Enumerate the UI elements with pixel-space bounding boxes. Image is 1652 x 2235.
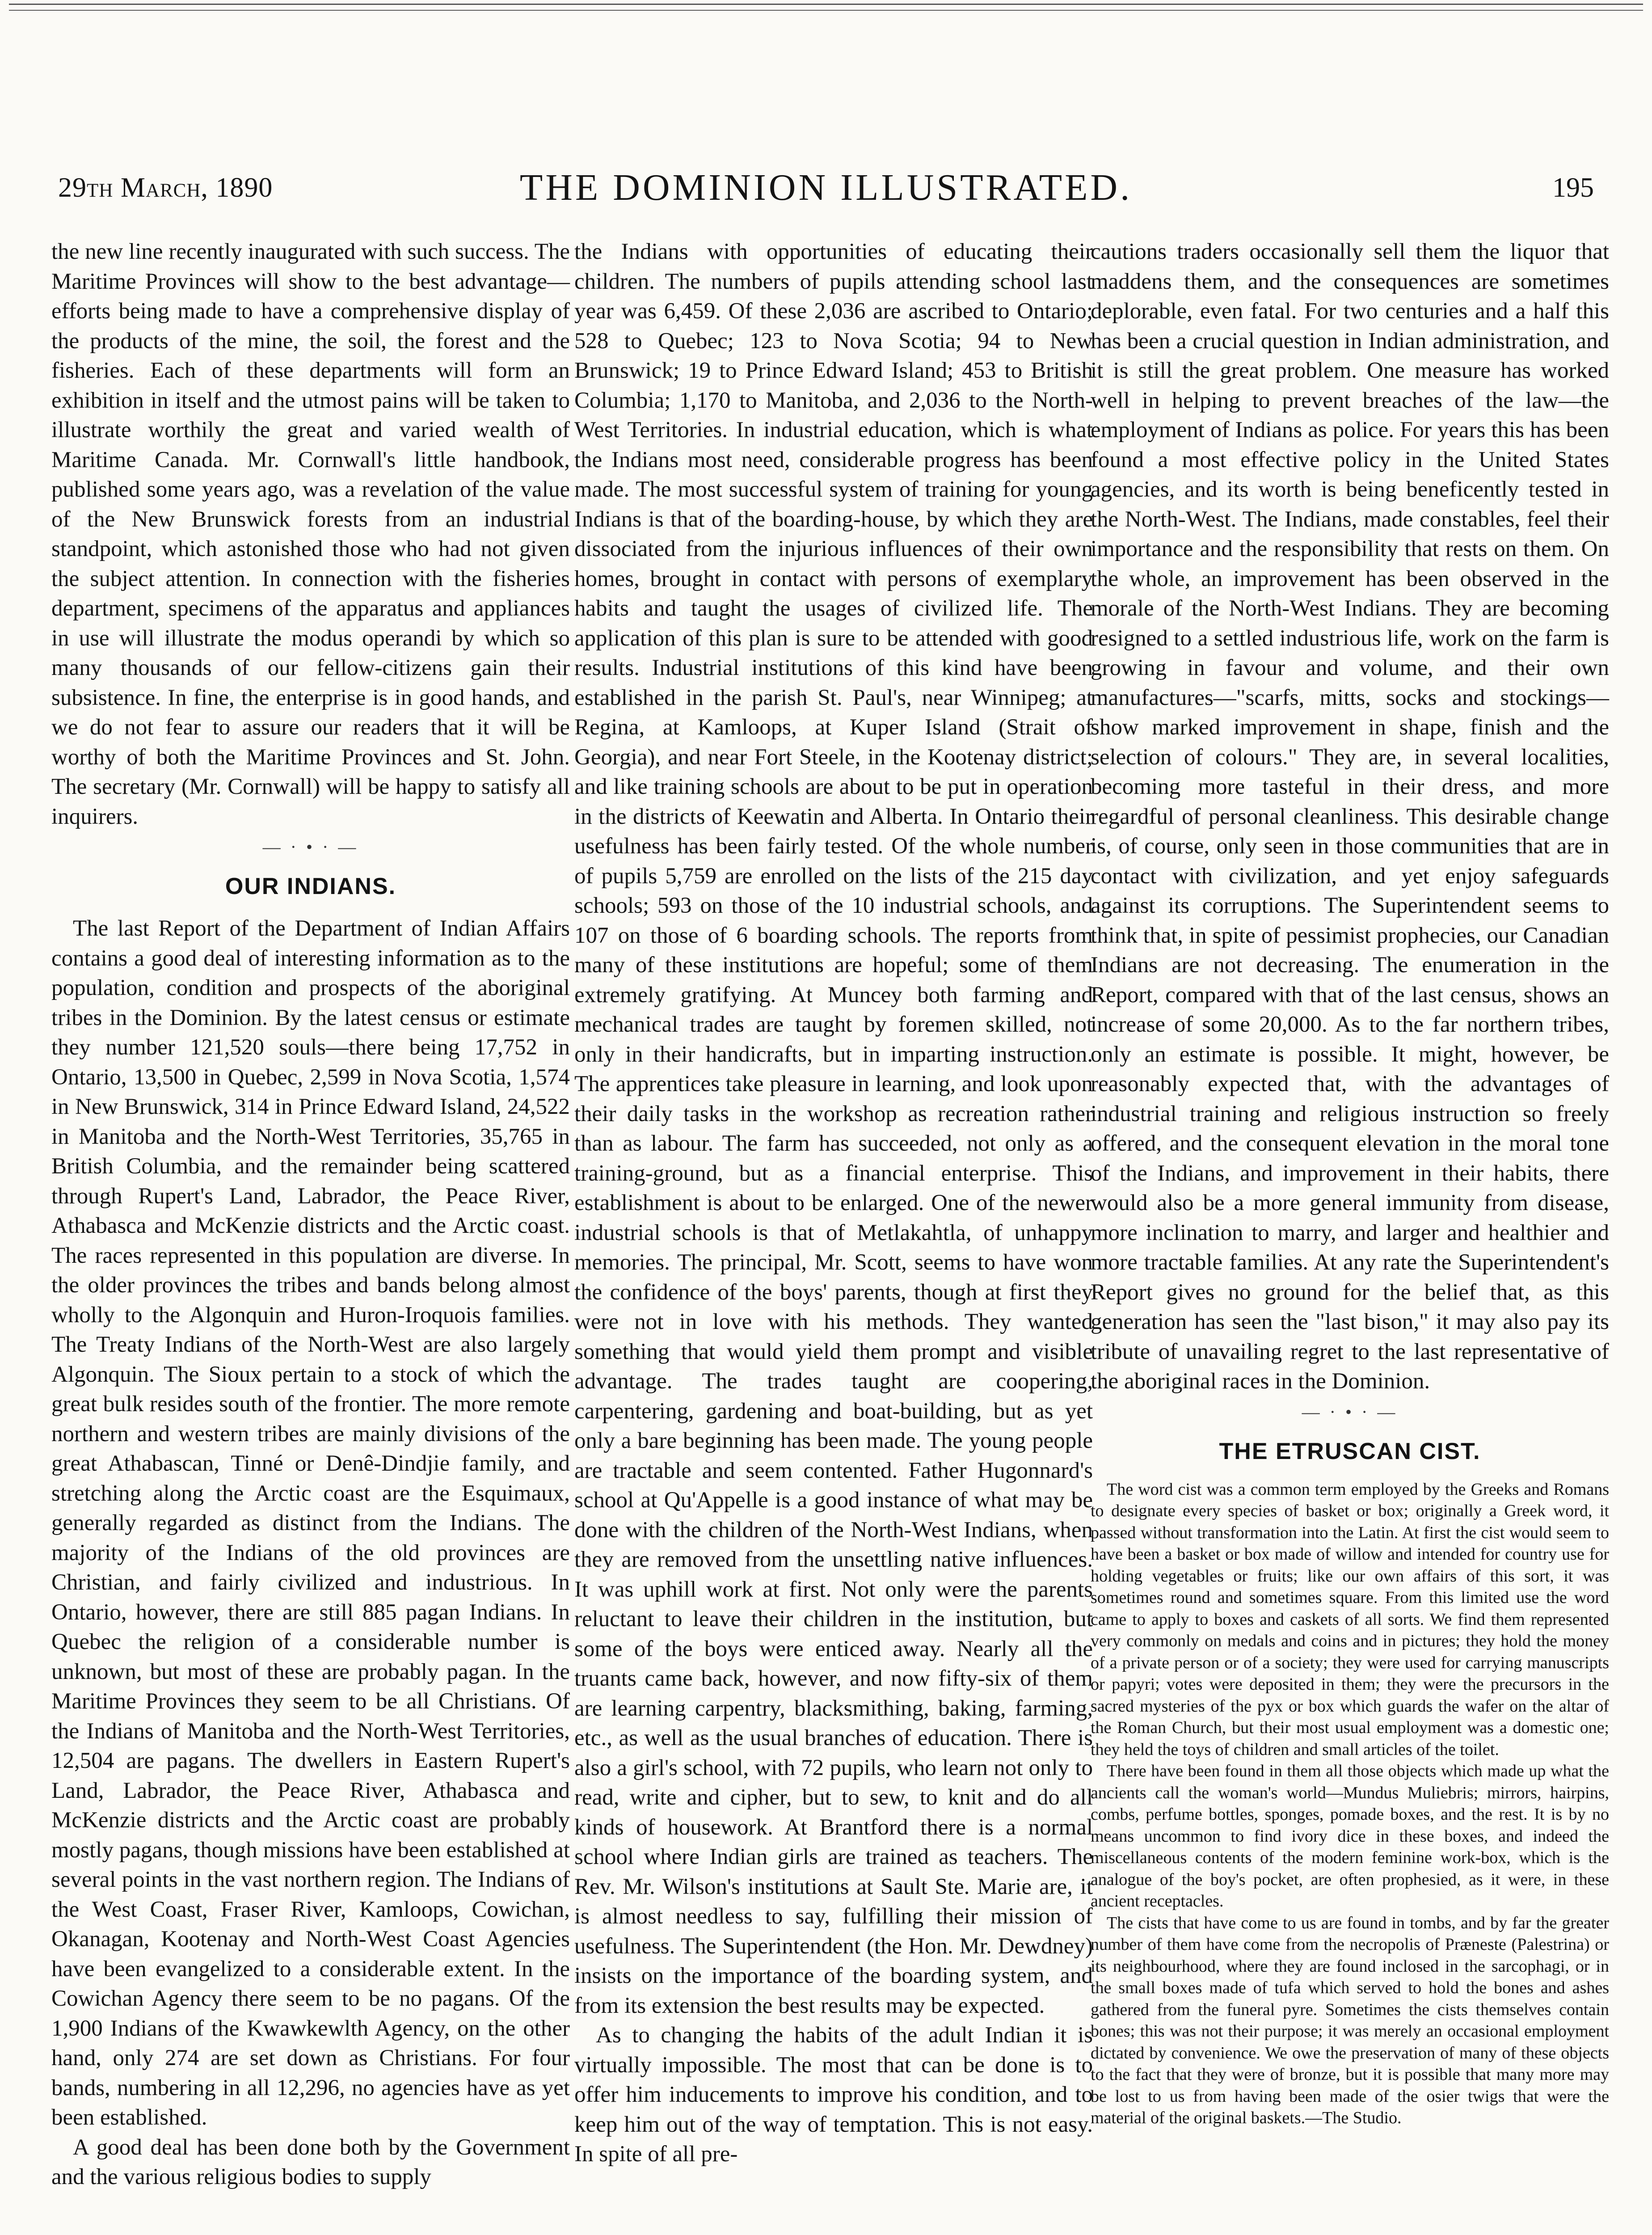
article-paragraph: the Indians with opportunities of educating their children. The numbers of pupils attending school last year was 6,459. Of these 2,036 are ascribed to Ontario; 528 to Quebec; 123 to Nova Scotia; 94 to New Brunswick; 19 to Prince Edward Island; 453 to British Columbia; 1,170 to Manitoba, and 2,036 to the North-West Territories. In industrial education, which is what the Indians most need, considerable progress has been made. The most successful system of training for young Indians is that of the boarding-house, by which they are dissociated from the injurious influences of their own homes, brought in contact with persons of exemplary habits and taught the usages of civilized life. The application of this plan is sure to be attended with good results. Industrial institutions of this kind have been established in the parish St. Paul's, near Winnipeg; at Regina, at Kamloops, at Kuper Island (Strait of Georgia), and near Fort Steele, in the Kootenay district; and like training schools are about to be put in operation in the districts of Keewatin and Alberta. In Ontario their usefulness has been fairly tested. Of the whole number of pupils 5,759 are enrolled on the lists of the 215 day schools; 593 on those of the 10 industrial schools, and 107 on those of 6 boarding schools. The reports from many of these institutions are hopeful; some of them extremely gratifying. At Muncey both farming and mechanical trades are taught by foremen skilled, not only in their handicrafts, but in imparting instruction. The apprentices take pleasure in learning, and look upon their daily tasks in the workshop as recreation rather than as labour. The farm has succeeded, not only as a training-ground, but as a financial enterprise. This establishment is about to be enlarged. One of the newer industrial schools is that of Metlakahtla, of unhappy memories. The principal, Mr. Scott, seems to have won the confidence of the boys' parents, though at first they were not in love with his methods. They wanted something that would yield them prompt and visible advantage. The trades taught are coopering, carpentering, gardening and boat-building, but as yet only a bare beginning has been made. The young people are tractable and seem contented. Father Hugonnard's school at Qu'Appelle is a good instance of what may be done with the children of the North-West Indians, when they are removed from the unsettling native influences. It was uphill work at first. Not only were the parents reluctant to leave their children in the institution, but some of the boys were enticed away. Nearly all the truants came back, however, and now fifty-six of them are learning carpentry, blacksmithing, baking, farming, etc., as well as the usual branches of education. There is also a girl's school, with 72 pupils, who learn not only to read, write and cipher, but to sew, to knit and do all kinds of housework. At Brantford there is a normal school where Indian girls are trained as teachers. The Rev. Mr. Wilson's institutions at Sault Ste. Marie are, it is almost needless to say, fulfilling their mission of usefulness. The Superintendent (the Hon. Mr. Dewdney) insists on the importance of the boarding system, and from its extension the best results may be expected. xyxy=(574,239,1093,2018)
exhibition-paragraph: the new line recently inaugurated with such success. The Maritime Provinces will show to the best advantage—efforts being made to have a comprehensive display of the products of the mine, the soil, the forest and the fisheries. Each of these departments will form an exhibition in itself and the utmost pains will be taken to illustrate worthily the great and varied wealth of Maritime Canada. Mr. Cornwall's little handbook, published some years ago, was a revelation of the value of the New Brunswick forests from an industrial standpoint, which astonished those who had not given the subject attention. In connection with the fisheries department, specimens of the apparatus and appliances in use will illustrate the modus operandi by which so many thousands of our fellow-citizens gain their subsistence. In fine, the enterprise is in good hands, and we do not fear to assure our readers that it will be worthy of both the Maritime Provinces and St. John. The secretary (Mr. Cornwall) will be happy to satisfy all inquirers. xyxy=(51,239,570,829)
etruscan-cist-article xyxy=(1091,1479,1609,2129)
section-heading-etruscan-cist: THE ETRUSCAN CIST. xyxy=(1219,1438,1481,1464)
section-heading-our-indians: OUR INDIANS. xyxy=(225,873,396,899)
column-2 xyxy=(574,237,1093,2169)
column-1 xyxy=(51,237,570,2192)
issue-date: 29th March, 1890 xyxy=(58,173,273,203)
masthead-title: THE DOMINION ILLUSTRATED. xyxy=(519,167,1133,208)
column-3 xyxy=(1091,237,1609,2129)
article-paragraph: The last Report of the Department of Indian Affairs contains a good deal of interesting information as to the population, condition and prospects of the aboriginal tribes in the Dominion. By the latest census or estimate they number 121,520 souls—there being 17,752 in Ontario, 13,500 in Quebec, 2,599 in Nova Scotia, 1,574 in New Brunswick, 314 in Prince Edward Island, 24,522 in Manitoba and the North-West Territories, 35,765 in British Columbia, and the remainder being scattered through Rupert's Land, Labrador, the Peace River, Athabasca and McKenzie districts and the Arctic coast. The races represented in this population are diverse. In the older provinces the tribes and bands belong almost wholly to the Algonquin and Huron-Iroquois families. The Treaty Indians of the North-West are also largely Algonquin. The Sioux pertain to a stock of which the great bulk resides south of the frontier. The more remote northern and western tribes are mainly divisions of the great Athabascan, Tinné or Denê-Dindjie family, and stretching along the Arctic coast are the Esquimaux, generally regarded as distinct from the Indians. The majority of the Indians of the old provinces are Christian, and fairly civilized and industrious. In Ontario, however, there are still 885 pagan Indians. In Quebec the religion of a considerable number is unknown, but most of these are probably pagan. In the Maritime Provinces they seem to be all Christians. Of the Indians of Manitoba and the North-West Territories, 12,504 are pagans. The dwellers in Eastern Rupert's Land, Labrador, the Peace River, Athabasca and McKenzie districts and the Arctic coast are probably mostly pagans, though missions have been established at several points in the vast northern region. The Indians of the West Coast, Fraser River, Kamloops, Cowichan, Okanagan, Kootenay and North-West Coast Agencies have been evangelized to a considerable extent. In the Cowichan Agency there seem to be no pagans. Of the 1,900 Indians of the Kwawkewlth Agency, on the other hand, only 274 are set down as Christians. For four bands, numbering in all 12,296, no agencies have as yet been established. xyxy=(51,916,570,2130)
article-paragraph: As to changing the habits of the adult Indian it is virtually impossible. The most that can be done is to offer him inducements to improve his condition, and to keep him out of the way of temptation. This is not easy. In spite of all pre- xyxy=(574,2023,1093,2167)
article-paragraph: cautions traders occasionally sell them the liquor that maddens them, and the consequences are sometimes deplorable, even fatal. For two centuries and a half this has been a crucial question in Indian administration, and it is still the great problem. One measure has worked well in helping to prevent breaches of the law—the employment of Indians as police. For years this has been found a most effective policy in the United States agencies, and its worth is being beneficently tested in the North-West. The Indians, made constables, feel their importance and the responsibility that rests on them. On the whole, an improvement has been observed in the morale of the North-West Indians. They are becoming resigned to a settled industrious life, work on the farm is growing in favour and volume, and their own manufactures—"scarfs, mitts, socks and stockings—show marked improvement in shape, finish and the selection of colours." They are, in several localities, becoming more tasteful in their dress, and more regardful of personal cleanliness. This desirable change is, of course, only seen in those communities that are in contact with civilization, and yet enjoy safeguards against its corruptions. The Superintendent seems to think that, in spite of pessimist prophecies, our Canadian Indians are not decreasing. The enumeration in the Report, compared with that of the last census, shows an increase of some 20,000. As to the far northern tribes, only an estimate is possible. It might, however, be reasonably expected that, with the advantages of industrial training and religious instruction so freely offered, and the consequent elevation in the moral tone of the Indians, and improvement in their habits, there would also be a more general immunity from disease, more inclination to marry, and larger and healthier and more tractable families. At any rate the Superintendent's Report gives no ground for the belief that, as this generation has seen the "last bison," it may also pay its tribute of unavailing regret to the last representative of the aboriginal races in the Dominion. xyxy=(1091,239,1609,1394)
top-rule xyxy=(9,4,1643,5)
section-separator: — · • · — xyxy=(1302,1401,1398,1422)
top-rule-thin xyxy=(9,10,1643,11)
article-paragraph: A good deal has been done both by the Government and the various religious bodies to supply xyxy=(51,2134,570,2189)
article-paragraph: The word cist was a common term employed by the Greeks and Romans to designate every species of basket or box; originally a Greek word, it passed without transformation into the Latin. At first the cist would seem to have been a basket or box made of willow and intended for country use for holding vegetables or fruits; like our own affairs of this sort, it was sometimes round and sometimes square. From this limited use the word came to apply to boxes and caskets of all sorts. We find them represented very commonly on medals and coins and in pictures; they hold the money of a private person or of a society; they were used for carrying manuscripts or papyri; votes were deposited in them; they were the precursors in the sacred mysteries of the pyx or box which guards the wafer on the altar of the Roman Church, but their most usual employment was a domestic one; they held the toys of children and small articles of the toilet. xyxy=(1091,1480,1609,1759)
section-separator: — · • · — xyxy=(262,837,359,857)
article-paragraph: There have been found in them all those objects which made up what the ancients call the woman's world—Mundus Muliebris; mirrors, hairpins, combs, perfume bottles, sponges, pomade boxes, and the rest. It is by no means uncommon to find ivory dice in these boxes, and indeed the miscellaneous contents of the modern feminine work-box, which is the analogue of the boy's pocket, are often prophesied, as it were, in these ancient receptacles. xyxy=(1091,1762,1609,1910)
article-paragraph: The cists that have come to us are found in tombs, and by far the greater number of them have come from the necropolis of Præneste (Palestrina) or its neighbourhood, where they are found inclosed in the sarcophagi, or in the small boxes made of tufa which served to hold the bones and ashes gathered from the funeral pyre. Sometimes the cists themselves contain bones; this was not their purpose; it was merely an occasional employment dictated by convenience. We owe the preservation of many of these objects to the fact that they were of bronze, but it is possible that many more may be lost to us from having been made of the osier twigs that were the material of the original baskets.—The Studio. xyxy=(1091,1913,1609,2127)
page-header xyxy=(58,167,1594,221)
page-number: 195 xyxy=(1552,173,1594,203)
